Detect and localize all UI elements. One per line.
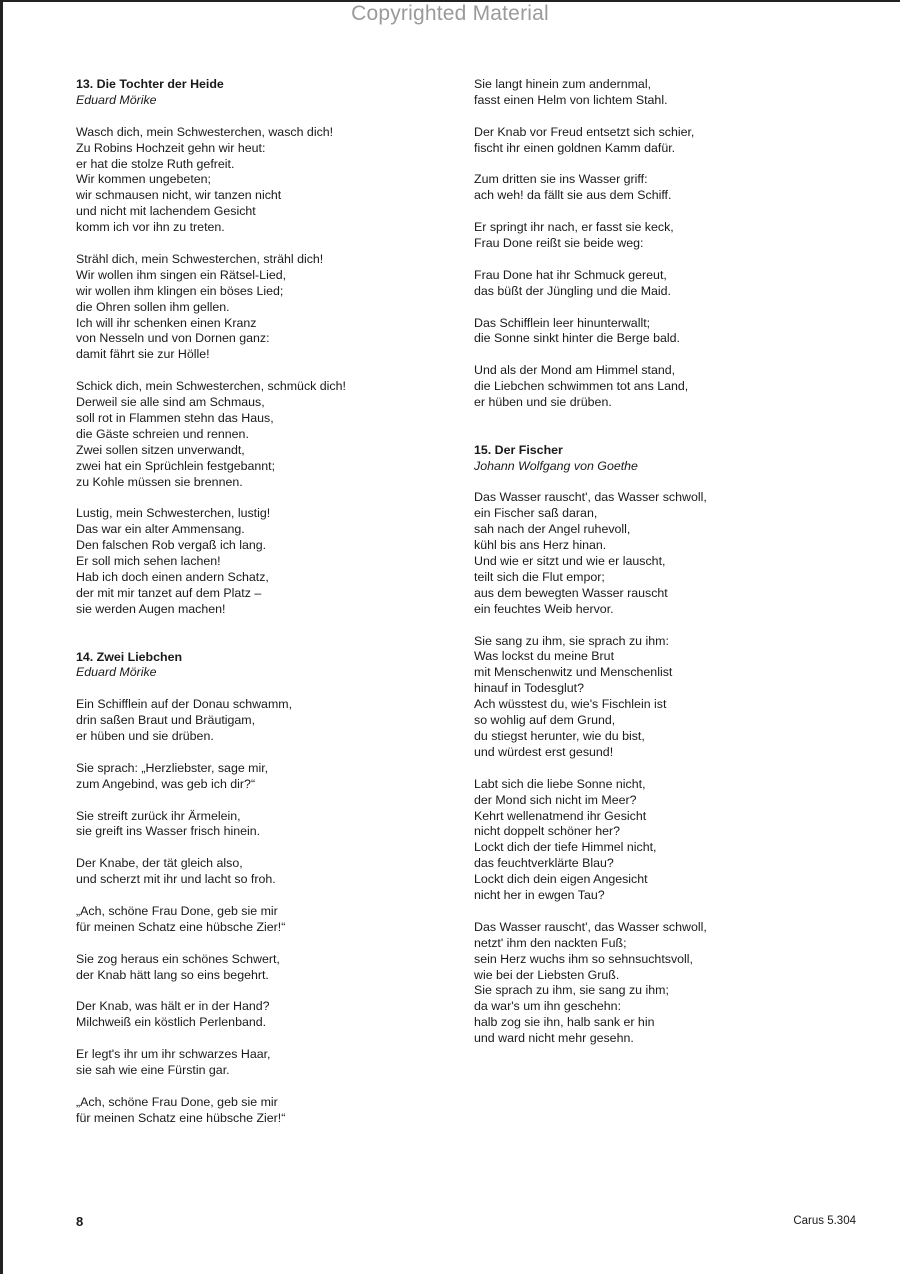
poem — [76, 77, 416, 618]
poem-line: da war's um ihn geschehn: — [474, 999, 622, 1014]
stanza — [474, 363, 834, 411]
poem-line: soll rot in Flammen stehn das Haus, — [76, 410, 274, 425]
poem-line: „Ach, schöne Frau Done, geb sie mir — [76, 1094, 278, 1109]
poem-line: so wohlig auf dem Grund, — [474, 713, 616, 728]
poem-line: die Gäste schreien und rennen. — [76, 426, 249, 441]
poem-line: die Liebchen schwimmen tot ans Land, — [474, 379, 689, 394]
poem-line: ein feuchtes Weib hervor. — [474, 601, 614, 616]
page-number: 8 — [76, 1214, 84, 1229]
poem-line: Frau Done reißt sie beide weg: — [474, 236, 644, 251]
poem-line: Er soll mich sehen lachen! — [76, 554, 221, 569]
poem-line: und ward nicht mehr gesehn. — [474, 1031, 634, 1046]
poem-line: teilt sich die Flut empor; — [474, 569, 605, 584]
poem-line: Lockt dich der tiefe Himmel nicht, — [474, 840, 657, 855]
poem-line: Sie sprach: „Herzliebster, sage mir, — [76, 760, 269, 775]
stanza — [76, 697, 416, 745]
poem — [76, 650, 416, 1127]
poem-line: Das war ein alter Ammensang. — [76, 522, 245, 537]
poem-line: ach weh! da fällt sie aus dem Schiff. — [474, 188, 672, 203]
poem-line: Wir kommen ungebeten; — [76, 172, 211, 187]
poem-line: drin saßen Braut und Bräutigam, — [76, 713, 256, 728]
stanza — [474, 316, 834, 348]
poem-heading — [76, 650, 416, 682]
stanza — [76, 252, 416, 363]
poem-line: Was lockst du meine Brut — [474, 649, 615, 664]
poem-line: Sie streift zurück ihr Ärmelein, — [76, 808, 241, 823]
poem-line: wir wollen ihm klingen ein böses Lied; — [76, 283, 284, 298]
poem-line: für meinen Schatz eine hübsche Zier!“ — [76, 919, 286, 934]
section-gap — [76, 634, 416, 650]
poem-line: Das Wasser rauscht', das Wasser schwoll, — [474, 919, 707, 934]
stanza — [474, 920, 834, 1047]
poem-author: Johann Wolfgang von Goethe — [474, 458, 638, 473]
poem — [474, 77, 834, 411]
poem-line: „Ach, schöne Frau Done, geb sie mir — [76, 903, 278, 918]
poem-title: 13. Die Tochter der Heide — [76, 77, 224, 91]
poem-line: Er springt ihr nach, er fasst sie keck, — [474, 220, 674, 235]
poem-line: Zwei sollen sitzen unverwandt, — [76, 442, 245, 457]
poem-line: und nicht mit lachendem Gesicht — [76, 204, 256, 219]
stanza — [76, 999, 416, 1031]
poem-line: der mit mir tanzet auf dem Platz – — [76, 585, 262, 600]
poem-title: 14. Zwei Liebchen — [76, 649, 183, 664]
stanza — [474, 634, 834, 761]
poem-line: zwei hat ein Sprüchlein festgebannt; — [76, 458, 276, 473]
poem-line: Der Knab vor Freud entsetzt sich schier, — [474, 124, 695, 139]
poem-line: sie greift ins Wasser frisch hinein. — [76, 824, 261, 839]
poem-line: zum Angebind, was geb ich dir?“ — [76, 776, 256, 791]
stanza — [474, 77, 834, 109]
stanza — [474, 125, 834, 157]
poem-line: Lustig, mein Schwesterchen, lustig! — [76, 506, 271, 521]
stanza — [474, 777, 834, 904]
poem-line: Schick dich, mein Schwesterchen, schmück dich! — [76, 379, 346, 394]
poem-line: die Sonne sinkt hinter die Berge bald. — [474, 331, 680, 346]
poem-line: halb zog sie ihn, halb sank er hin — [474, 1015, 655, 1030]
poem-line: für meinen Schatz eine hübsche Zier!“ — [76, 1110, 286, 1125]
poem-line: fischt ihr einen goldnen Kamm dafür. — [474, 140, 676, 155]
poem-line: Sie zog heraus ein schönes Schwert, — [76, 951, 280, 966]
stanza — [474, 220, 834, 252]
poem-line: damit fährt sie zur Hölle! — [76, 347, 210, 362]
poem-line: Ach wüsstest du, wie's Fischlein ist — [474, 697, 667, 712]
stanza — [76, 904, 416, 936]
poem-line: hinauf in Todesglut? — [474, 681, 584, 696]
poem-line: Der Knab, was hält er in der Hand? — [76, 999, 270, 1014]
poem-line: du stiegst herunter, wie du bist, — [474, 729, 645, 743]
page-frame-left — [0, 0, 3, 1274]
poem-line: ein Fischer saß daran, — [474, 506, 598, 521]
poem-line: Sie langt hinein zum andernmal, — [474, 77, 652, 91]
poem-line: Derweil sie alle sind am Schmaus, — [76, 395, 265, 410]
poem-line: der Mond sich nicht im Meer? — [474, 792, 637, 807]
section-gap — [474, 427, 834, 443]
poem-heading — [76, 77, 416, 109]
catalog-number: Carus 5.304 — [793, 1215, 856, 1227]
poem-line: die Ohren sollen ihm gellen. — [76, 299, 230, 314]
poem-line: Lockt dich dein eigen Angesicht — [474, 872, 648, 887]
stanza — [76, 506, 416, 617]
poem-line: nicht doppelt schöner her? — [474, 824, 621, 839]
poem-line: mit Menschenwitz und Menschenlist — [474, 665, 673, 680]
poem-line: und würdest erst gesund! — [474, 744, 614, 759]
poem-line: sie werden Augen machen! — [76, 601, 226, 616]
poem-line: nicht her in ewgen Tau? — [474, 888, 605, 903]
poem-line: Sie sprach zu ihm, sie sang zu ihm; — [474, 983, 669, 998]
stanza — [76, 1095, 416, 1127]
right-column — [474, 77, 834, 1063]
poem-line: Hab ich doch einen andern Schatz, — [76, 570, 269, 585]
poem-line: das büßt der Jüngling und die Maid. — [474, 283, 671, 298]
poem-line: er hüben und sie drüben. — [76, 729, 214, 744]
poem-line: Der Knabe, der tät gleich also, — [76, 856, 243, 871]
poem-line: Sie sang zu ihm, sie sprach zu ihm: — [474, 633, 669, 648]
poem-line: Milchweiß ein köstlich Perlenband. — [76, 1015, 267, 1030]
left-column — [76, 77, 416, 1142]
poem-line: sein Herz wuchs ihm so sehnsuchtsvoll, — [474, 951, 693, 966]
stanza — [474, 172, 834, 204]
stanza — [76, 761, 416, 793]
poem-line: Wasch dich, mein Schwesterchen, wasch dich! — [76, 124, 334, 139]
poem-line: netzt' ihm den nackten Fuß; — [474, 935, 627, 950]
poem-line: Wir wollen ihm singen ein Rätsel-Lied, — [76, 267, 287, 282]
poem-line: fasst einen Helm von lichtem Stahl. — [474, 92, 668, 107]
poem-line: Kehrt wellenatmend ihr Gesicht — [474, 808, 647, 823]
poem-line: der Knab hätt lang so eins begehrt. — [76, 967, 269, 982]
poem-line: das feuchtverklärte Blau? — [474, 856, 614, 871]
stanza — [474, 268, 834, 300]
poem-line: Ein Schifflein auf der Donau schwamm, — [76, 697, 293, 712]
poem-line: Er legt's ihr um ihr schwarzes Haar, — [76, 1047, 271, 1062]
poem-line: und scherzt mit ihr und lacht so froh. — [76, 872, 276, 887]
stanza — [76, 856, 416, 888]
poem-line: komm ich vor ihn zu treten. — [76, 220, 225, 235]
watermark: Copyrighted Material — [351, 2, 549, 25]
poem-line: Strähl dich, mein Schwesterchen, strähl dich! — [76, 251, 324, 266]
poem-heading — [474, 443, 834, 475]
poem-author: Eduard Mörike — [76, 665, 157, 680]
poem-line: kühl bis ans Herz hinan. — [474, 538, 607, 553]
poem-line: er hat die stolze Ruth gefreit. — [76, 156, 235, 171]
stanza — [76, 125, 416, 236]
poem-line: wir schmausen nicht, wir tanzen nicht — [76, 188, 282, 203]
stanza — [474, 490, 834, 617]
poem-line: aus dem bewegten Wasser rauscht — [474, 585, 668, 600]
poem-title: 15. Der Fischer — [474, 442, 563, 457]
poem-line: Zu Robins Hochzeit gehn wir heut: — [76, 140, 266, 155]
poem-line: Das Schifflein leer hinunterwallt; — [474, 315, 651, 330]
poem-line: Das Wasser rauscht', das Wasser schwoll, — [474, 490, 707, 505]
stanza — [76, 379, 416, 490]
poem-author: Eduard Mörike — [76, 92, 157, 107]
poem-line: Zum dritten sie ins Wasser griff: — [474, 172, 648, 187]
poem-line: Frau Done hat ihr Schmuck gereut, — [474, 267, 667, 282]
poem-line: Ich will ihr schenken einen Kranz — [76, 315, 257, 330]
poem-line: Labt sich die liebe Sonne nicht, — [474, 776, 646, 791]
poem-line: Und als der Mond am Himmel stand, — [474, 363, 676, 378]
stanza — [76, 952, 416, 984]
stanza — [76, 809, 416, 841]
stanza — [76, 1047, 416, 1079]
poem-line: von Nesseln und von Dornen ganz: — [76, 331, 270, 346]
poem-line: er hüben und sie drüben. — [474, 395, 612, 410]
poem-line: sie sah wie eine Fürstin gar. — [76, 1062, 230, 1077]
poem-line: Und wie er sitzt und wie er lauscht, — [474, 554, 666, 569]
poem — [474, 443, 834, 1047]
poem-line: sah nach der Angel ruhevoll, — [474, 522, 631, 537]
poem-line: wie bei der Liebsten Gruß. — [474, 967, 620, 982]
poem-line: zu Kohle müssen sie brennen. — [76, 474, 243, 489]
poem-line: Den falschen Rob vergaß ich lang. — [76, 538, 267, 553]
